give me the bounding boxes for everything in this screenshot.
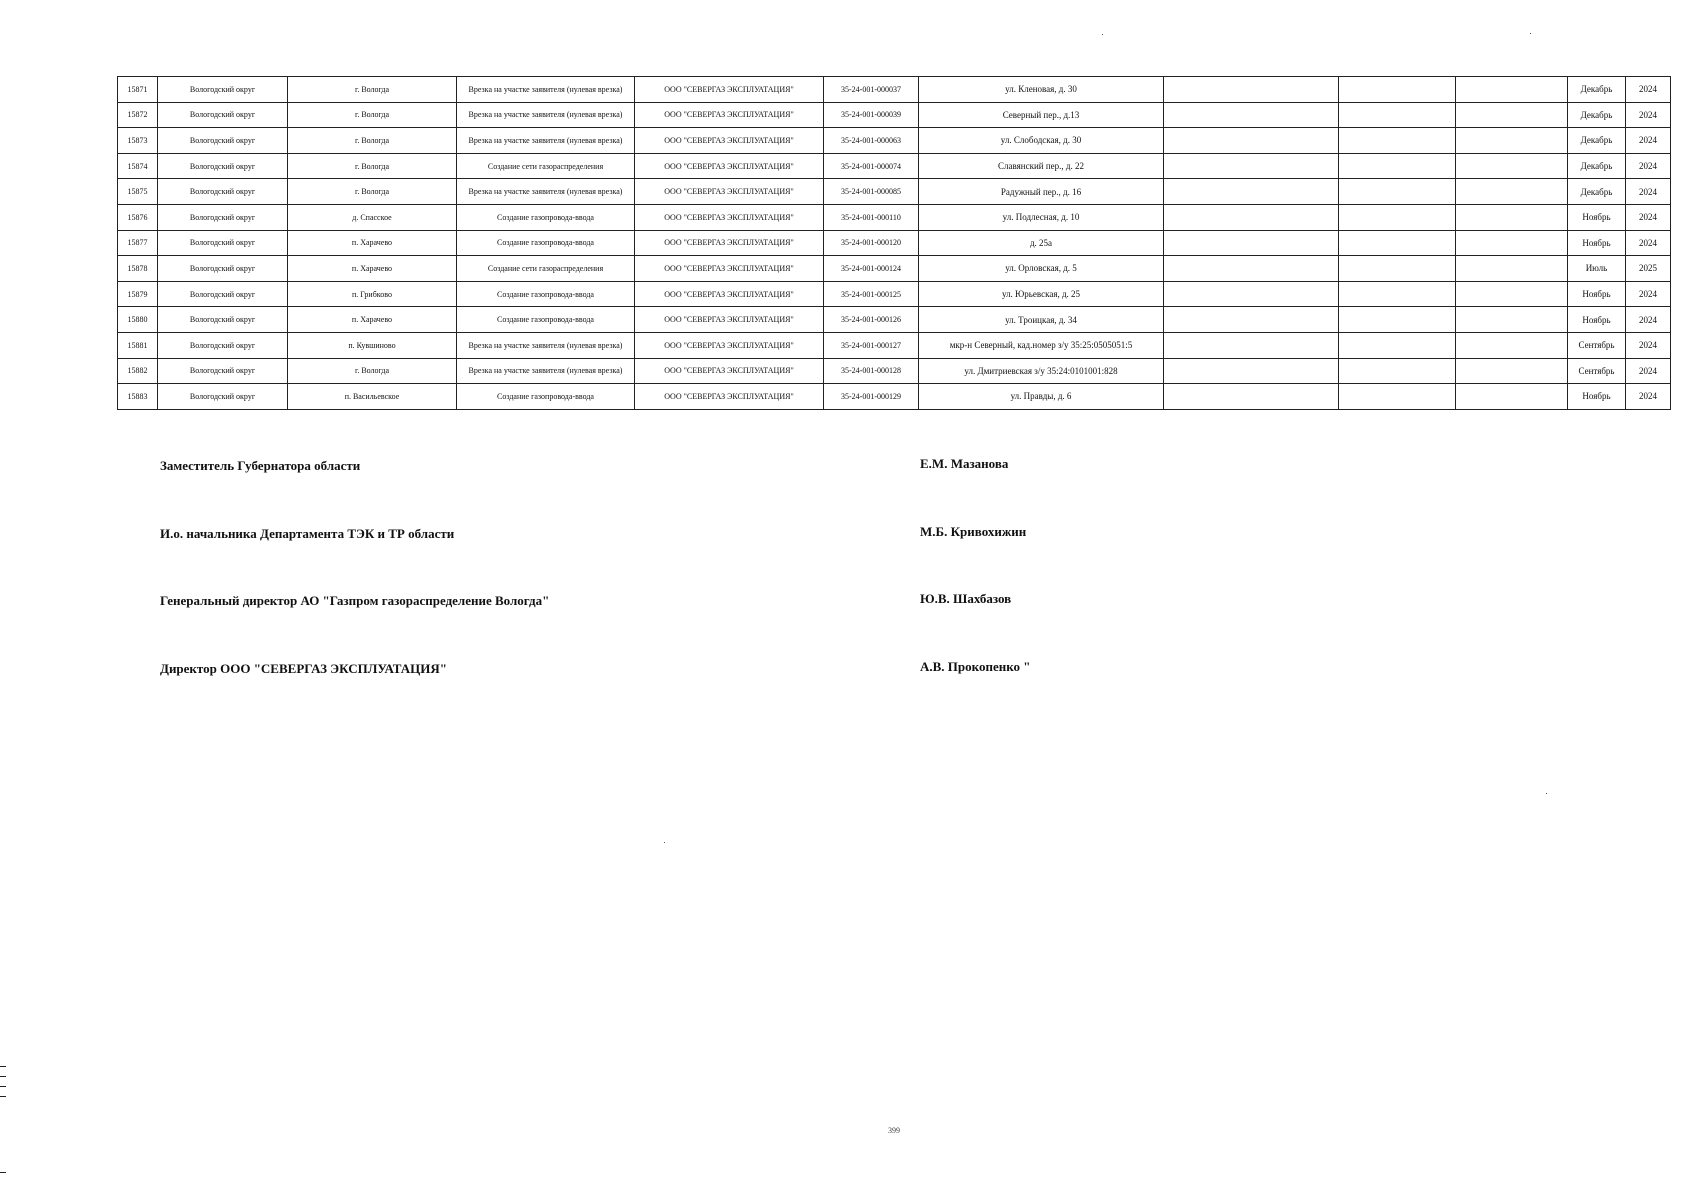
- table-row: [118, 332, 1671, 358]
- cell-district: Вологодский округ: [158, 332, 288, 358]
- cell-code: 35-24-001-000128: [824, 358, 919, 384]
- cell-executor: ООО "СЕВЕРГАЗ ЭКСПЛУАТАЦИЯ": [635, 179, 824, 205]
- cell-object: ул. Дмитриевская з/у 35:24:0101001:828: [919, 358, 1164, 384]
- cell-empty: [1339, 332, 1456, 358]
- cell-empty: [1339, 358, 1456, 384]
- cell-settlement: г. Вологда: [288, 179, 457, 205]
- cell-empty: [1164, 256, 1339, 282]
- signature-name: М.Б. Кривохижин: [920, 524, 1027, 539]
- cell-executor: ООО "СЕВЕРГАЗ ЭКСПЛУАТАЦИЯ": [635, 230, 824, 256]
- cell-empty: [1339, 204, 1456, 230]
- table-row: [118, 77, 1671, 103]
- cell-settlement: г. Вологда: [288, 153, 457, 179]
- cell-year: 2024: [1626, 102, 1671, 128]
- cell-month: Декабрь: [1568, 179, 1626, 205]
- cell-empty: [1456, 230, 1568, 256]
- cell-district: Вологодский округ: [158, 128, 288, 154]
- cell-empty: [1164, 332, 1339, 358]
- cell-code: 35-24-001-000074: [824, 153, 919, 179]
- cell-number: 15880: [118, 307, 158, 333]
- cell-settlement: п. Кувшиново: [288, 332, 457, 358]
- cell-number: 15873: [118, 128, 158, 154]
- gasification-table: [117, 76, 1671, 410]
- cell-empty: [1456, 102, 1568, 128]
- cell-year: 2024: [1626, 179, 1671, 205]
- cell-empty: [1164, 102, 1339, 128]
- edge-mark: [0, 1066, 6, 1067]
- cell-district: Вологодский округ: [158, 153, 288, 179]
- edge-mark: [0, 1172, 6, 1173]
- cell-work-type: Врезка на участке заявителя (нулевая врезка): [457, 332, 635, 358]
- cell-executor: ООО "СЕВЕРГАЗ ЭКСПЛУАТАЦИЯ": [635, 256, 824, 282]
- cell-year: 2024: [1626, 281, 1671, 307]
- cell-settlement: п. Харачево: [288, 230, 457, 256]
- cell-year: 2024: [1626, 332, 1671, 358]
- cell-district: Вологодский округ: [158, 102, 288, 128]
- cell-settlement: г. Вологда: [288, 77, 457, 103]
- signature-title: Генеральный директор АО "Газпром газораспределение Вологда": [160, 593, 550, 608]
- cell-number: 15877: [118, 230, 158, 256]
- cell-empty: [1164, 384, 1339, 410]
- cell-district: Вологодский округ: [158, 358, 288, 384]
- cell-empty: [1339, 179, 1456, 205]
- cell-work-type: Создание сети газораспределения: [457, 153, 635, 179]
- signature-name: Ю.В. Шахбазов: [920, 591, 1012, 606]
- cell-district: Вологодский округ: [158, 281, 288, 307]
- cell-month: Июль: [1568, 256, 1626, 282]
- cell-year: 2024: [1626, 153, 1671, 179]
- cell-executor: ООО "СЕВЕРГАЗ ЭКСПЛУАТАЦИЯ": [635, 153, 824, 179]
- cell-object: Славянский пер., д. 22: [919, 153, 1164, 179]
- cell-code: 35-24-001-000127: [824, 332, 919, 358]
- cell-district: Вологодский округ: [158, 230, 288, 256]
- cell-empty: [1164, 307, 1339, 333]
- cell-object: д. 25а: [919, 230, 1164, 256]
- cell-month: Ноябрь: [1568, 204, 1626, 230]
- scan-speck: [1546, 793, 1547, 794]
- cell-empty: [1456, 153, 1568, 179]
- cell-work-type: Создание сети газораспределения: [457, 256, 635, 282]
- cell-month: Ноябрь: [1568, 281, 1626, 307]
- table-row: [118, 256, 1671, 282]
- scan-speck: [1102, 34, 1103, 35]
- signature-name: А.В. Прокопенко ": [920, 659, 1031, 674]
- cell-month: Ноябрь: [1568, 384, 1626, 410]
- cell-work-type: Создание газопровода-ввода: [457, 384, 635, 410]
- cell-district: Вологодский округ: [158, 256, 288, 282]
- cell-work-type: Создание газопровода-ввода: [457, 281, 635, 307]
- cell-executor: ООО "СЕВЕРГАЗ ЭКСПЛУАТАЦИЯ": [635, 358, 824, 384]
- signature-title: И.о. начальника Департамента ТЭК и ТР области: [160, 526, 455, 541]
- cell-empty: [1456, 179, 1568, 205]
- cell-code: 35-24-001-000124: [824, 256, 919, 282]
- scan-speck: [1530, 33, 1531, 34]
- cell-object: ул. Правды, д. 6: [919, 384, 1164, 410]
- table-row: [118, 179, 1671, 205]
- table-row: [118, 204, 1671, 230]
- cell-empty: [1339, 128, 1456, 154]
- cell-empty: [1456, 256, 1568, 282]
- cell-number: 15876: [118, 204, 158, 230]
- cell-empty: [1164, 153, 1339, 179]
- cell-empty: [1339, 102, 1456, 128]
- cell-empty: [1456, 128, 1568, 154]
- cell-year: 2024: [1626, 307, 1671, 333]
- cell-month: Сентябрь: [1568, 332, 1626, 358]
- signature-title: Заместитель Губернатора области: [160, 458, 361, 473]
- cell-number: 15878: [118, 256, 158, 282]
- cell-empty: [1456, 332, 1568, 358]
- cell-object: ул. Троицкая, д. 34: [919, 307, 1164, 333]
- cell-month: Сентябрь: [1568, 358, 1626, 384]
- cell-code: 35-24-001-000120: [824, 230, 919, 256]
- cell-empty: [1164, 230, 1339, 256]
- table-row: [118, 153, 1671, 179]
- cell-number: 15883: [118, 384, 158, 410]
- cell-month: Декабрь: [1568, 153, 1626, 179]
- cell-object: ул. Кленовая, д. 30: [919, 77, 1164, 103]
- cell-executor: ООО "СЕВЕРГАЗ ЭКСПЛУАТАЦИЯ": [635, 281, 824, 307]
- cell-code: 35-24-001-000125: [824, 281, 919, 307]
- cell-year: 2025: [1626, 256, 1671, 282]
- cell-executor: ООО "СЕВЕРГАЗ ЭКСПЛУАТАЦИЯ": [635, 102, 824, 128]
- cell-settlement: г. Вологда: [288, 102, 457, 128]
- cell-district: Вологодский округ: [158, 204, 288, 230]
- signature-title: Директор ООО "СЕВЕРГАЗ ЭКСПЛУАТАЦИЯ": [160, 661, 447, 676]
- cell-executor: ООО "СЕВЕРГАЗ ЭКСПЛУАТАЦИЯ": [635, 77, 824, 103]
- cell-district: Вологодский округ: [158, 384, 288, 410]
- cell-object: Радужный пер., д. 16: [919, 179, 1164, 205]
- cell-object: Северный пер., д.13: [919, 102, 1164, 128]
- cell-code: 35-24-001-000085: [824, 179, 919, 205]
- cell-settlement: п. Грибково: [288, 281, 457, 307]
- cell-code: 35-24-001-000063: [824, 128, 919, 154]
- cell-empty: [1339, 230, 1456, 256]
- table-body: [118, 77, 1671, 410]
- cell-object: мкр-н Северный, кад.номер з/у 35:25:0505051:5: [919, 332, 1164, 358]
- table-row: [118, 128, 1671, 154]
- page-number: 399: [888, 1126, 900, 1135]
- cell-number: 15874: [118, 153, 158, 179]
- cell-number: 15879: [118, 281, 158, 307]
- cell-month: Декабрь: [1568, 77, 1626, 103]
- cell-number: 15875: [118, 179, 158, 205]
- cell-work-type: Врезка на участке заявителя (нулевая врезка): [457, 358, 635, 384]
- table-row: [118, 102, 1671, 128]
- cell-executor: ООО "СЕВЕРГАЗ ЭКСПЛУАТАЦИЯ": [635, 128, 824, 154]
- cell-empty: [1456, 77, 1568, 103]
- cell-district: Вологодский округ: [158, 179, 288, 205]
- edge-mark: [0, 1086, 6, 1087]
- cell-executor: ООО "СЕВЕРГАЗ ЭКСПЛУАТАЦИЯ": [635, 384, 824, 410]
- cell-empty: [1456, 204, 1568, 230]
- cell-year: 2024: [1626, 358, 1671, 384]
- cell-month: Декабрь: [1568, 102, 1626, 128]
- cell-settlement: д. Спасское: [288, 204, 457, 230]
- cell-work-type: Создание газопровода-ввода: [457, 230, 635, 256]
- cell-empty: [1339, 307, 1456, 333]
- table-row: [118, 358, 1671, 384]
- cell-empty: [1456, 384, 1568, 410]
- table-row: [118, 384, 1671, 410]
- cell-empty: [1164, 179, 1339, 205]
- cell-empty: [1164, 358, 1339, 384]
- cell-settlement: п. Харачево: [288, 307, 457, 333]
- cell-year: 2024: [1626, 384, 1671, 410]
- cell-district: Вологодский округ: [158, 307, 288, 333]
- cell-empty: [1164, 77, 1339, 103]
- cell-number: 15882: [118, 358, 158, 384]
- cell-empty: [1456, 307, 1568, 333]
- cell-year: 2024: [1626, 230, 1671, 256]
- cell-empty: [1339, 77, 1456, 103]
- cell-work-type: Создание газопровода-ввода: [457, 307, 635, 333]
- cell-empty: [1164, 128, 1339, 154]
- cell-empty: [1456, 281, 1568, 307]
- cell-number: 15871: [118, 77, 158, 103]
- cell-object: ул. Юрьевская, д. 25: [919, 281, 1164, 307]
- cell-work-type: Врезка на участке заявителя (нулевая врезка): [457, 102, 635, 128]
- table-row: [118, 307, 1671, 333]
- cell-object: ул. Подлесная, д. 10: [919, 204, 1164, 230]
- cell-month: Ноябрь: [1568, 230, 1626, 256]
- cell-executor: ООО "СЕВЕРГАЗ ЭКСПЛУАТАЦИЯ": [635, 332, 824, 358]
- cell-object: ул. Орловская, д. 5: [919, 256, 1164, 282]
- cell-empty: [1339, 256, 1456, 282]
- table-row: [118, 281, 1671, 307]
- cell-empty: [1339, 153, 1456, 179]
- signature-name: Е.М. Мазанова: [920, 456, 1009, 471]
- cell-year: 2024: [1626, 204, 1671, 230]
- cell-empty: [1164, 281, 1339, 307]
- cell-settlement: г. Вологда: [288, 128, 457, 154]
- cell-code: 35-24-001-000126: [824, 307, 919, 333]
- cell-executor: ООО "СЕВЕРГАЗ ЭКСПЛУАТАЦИЯ": [635, 307, 824, 333]
- cell-district: Вологодский округ: [158, 77, 288, 103]
- edge-mark: [0, 1076, 6, 1077]
- cell-work-type: Врезка на участке заявителя (нулевая врезка): [457, 128, 635, 154]
- cell-settlement: п. Васильевское: [288, 384, 457, 410]
- cell-empty: [1339, 384, 1456, 410]
- cell-empty: [1339, 281, 1456, 307]
- cell-month: Декабрь: [1568, 128, 1626, 154]
- cell-code: 35-24-001-000129: [824, 384, 919, 410]
- cell-year: 2024: [1626, 128, 1671, 154]
- cell-code: 35-24-001-000039: [824, 102, 919, 128]
- scan-speck: [664, 842, 665, 843]
- cell-year: 2024: [1626, 77, 1671, 103]
- cell-month: Ноябрь: [1568, 307, 1626, 333]
- edge-mark: [0, 1096, 6, 1097]
- cell-work-type: Врезка на участке заявителя (нулевая врезка): [457, 179, 635, 205]
- cell-empty: [1456, 358, 1568, 384]
- cell-empty: [1164, 204, 1339, 230]
- cell-settlement: п. Харачево: [288, 256, 457, 282]
- cell-number: 15872: [118, 102, 158, 128]
- cell-work-type: Врезка на участке заявителя (нулевая врезка): [457, 77, 635, 103]
- cell-object: ул. Слободская, д. 30: [919, 128, 1164, 154]
- cell-code: 35-24-001-000110: [824, 204, 919, 230]
- cell-number: 15881: [118, 332, 158, 358]
- cell-code: 35-24-001-000037: [824, 77, 919, 103]
- cell-settlement: г. Вологда: [288, 358, 457, 384]
- cell-executor: ООО "СЕВЕРГАЗ ЭКСПЛУАТАЦИЯ": [635, 204, 824, 230]
- table-row: [118, 230, 1671, 256]
- cell-work-type: Создание газопровода-ввода: [457, 204, 635, 230]
